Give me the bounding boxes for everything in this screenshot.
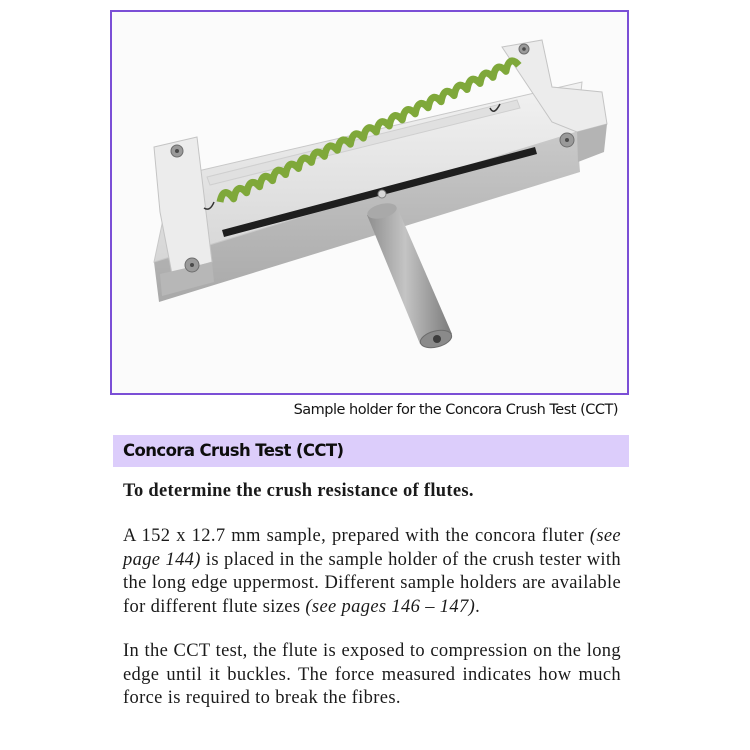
sample-holder-image	[112, 12, 627, 393]
product-photo-frame	[110, 10, 629, 395]
paragraph-text: is placed in the sample holder of the crush tester with the long edge uppermost. Different sample holders are available for different flute sizes	[123, 549, 621, 617]
paragraph-text: .	[475, 596, 481, 617]
page-reference: (see page 144)	[123, 526, 621, 570]
paragraph-procedure	[123, 525, 621, 619]
section-header	[113, 435, 629, 467]
paragraph-text: A 152 x 12.7 mm sample, prepared with the concora fluter	[123, 526, 590, 546]
section-title: Concora Crush Test (CCT)	[123, 441, 344, 460]
page-reference: (see pages 146 – 147)	[305, 596, 476, 617]
section-body	[123, 478, 621, 732]
figure-caption: Sample holder for the Concora Crush Test (CCT)	[293, 402, 618, 418]
section-subtitle: To determine the crush resistance of flutes.	[123, 481, 474, 501]
paragraph-explanation: In the CCT test, the flute is exposed to compression on the long edge until it buckles. The force measured indicates how much force is required to break the fibres.	[123, 641, 621, 708]
